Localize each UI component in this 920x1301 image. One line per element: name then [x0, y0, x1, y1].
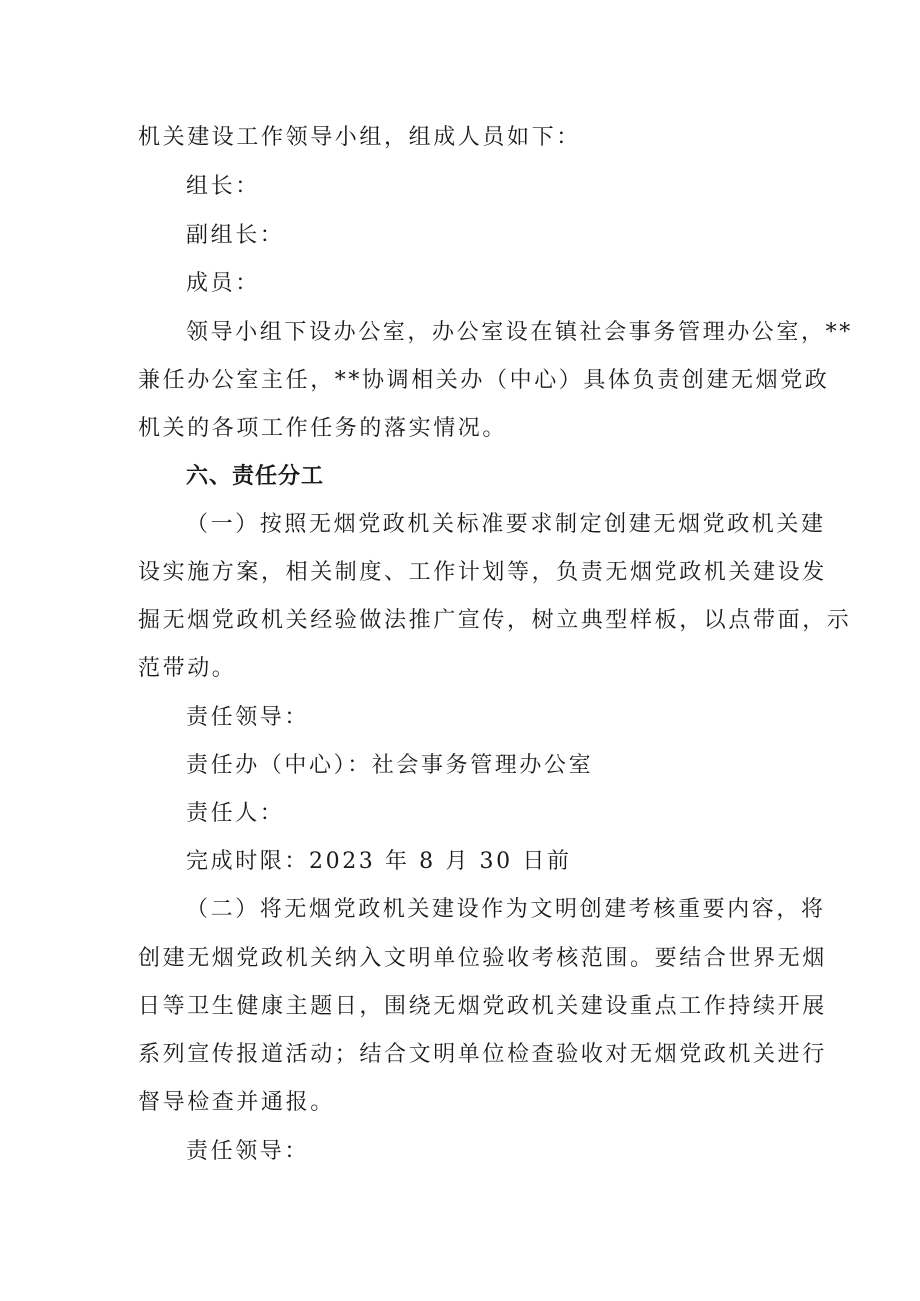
- paragraph-line: 机关建设工作领导小组，组成人员如下：: [138, 125, 581, 150]
- paragraph-line: 范带动。: [138, 656, 237, 681]
- paragraph-line: 领导小组下设办公室，办公室设在镇社会事务管理办公室，**: [186, 320, 853, 345]
- paragraph-line: 设实施方案，相关制度、工作计划等，负责无烟党政机关建设发: [138, 560, 827, 585]
- paragraph-line: 系列宣传报道活动；结合文明单位检查验收对无烟党政机关进行: [138, 1042, 827, 1067]
- paragraph-line: 机关的各项工作任务的落实情况。: [138, 416, 508, 441]
- paragraph-line: 创建无烟党政机关纳入文明单位验收考核范围。要结合世界无烟: [138, 946, 827, 971]
- responsible-leader-label: 责任领导：: [186, 1139, 310, 1164]
- paragraph-line: （一）按照无烟党政机关标准要求制定创建无烟党政机关建: [186, 512, 826, 537]
- responsible-office-line: 责任办（中心）：社会事务管理办公室: [186, 753, 594, 778]
- paragraph-line: （二）将无烟党政机关建设作为文明创建考核重要内容，将: [186, 897, 826, 922]
- section-heading: 六、责任分工: [186, 464, 325, 489]
- members-label: 成员：: [186, 271, 260, 296]
- paragraph-line: 兼任办公室主任，**协调相关办（中心）具体负责创建无烟党政: [138, 368, 830, 393]
- paragraph-line: 日等卫生健康主题日，围绕无烟党政机关建设重点工作持续开展: [138, 994, 827, 1019]
- responsible-person-label: 责任人：: [186, 801, 285, 826]
- paragraph-line: 督导检查并通报。: [138, 1090, 335, 1115]
- responsible-leader-label: 责任领导：: [186, 705, 310, 730]
- paragraph-line: 掘无烟党政机关经验做法推广宣传，树立典型样板，以点带面，示: [138, 608, 852, 633]
- group-leader-label: 组长：: [186, 174, 260, 199]
- deadline-line: 完成时限：2023 年 8 月 30 日前: [186, 849, 572, 874]
- deputy-leader-label: 副组长：: [186, 223, 285, 248]
